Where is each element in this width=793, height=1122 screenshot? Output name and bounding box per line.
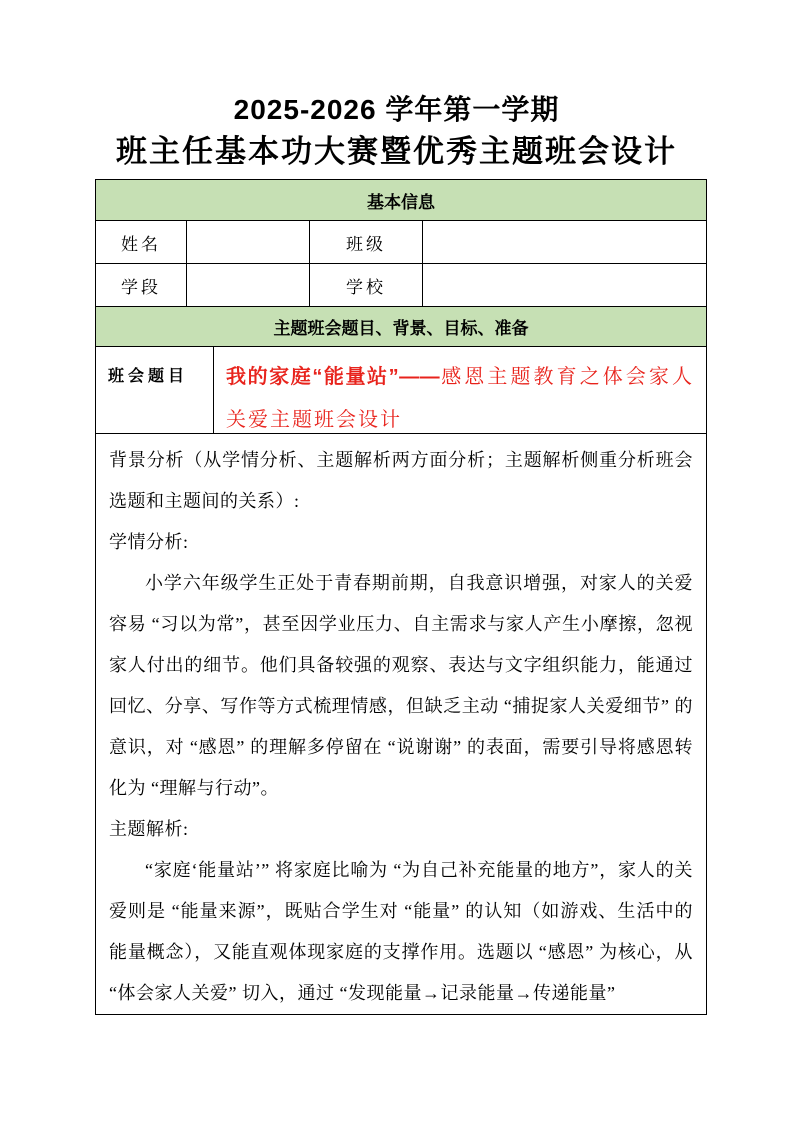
class-field[interactable]: [422, 221, 706, 263]
name-label: 姓名: [121, 234, 161, 254]
document-title-line2: 班主任基本功大赛暨优秀主题班会设计: [116, 134, 677, 169]
name-field[interactable]: [186, 221, 309, 263]
meeting-title-label: 班会题目: [108, 368, 189, 385]
xueqing-analysis-label: 学情分析:: [109, 532, 189, 552]
school-field[interactable]: [422, 264, 706, 306]
class-label: 班级: [309, 221, 422, 263]
meeting-title-row: [96, 346, 706, 433]
meeting-title-regular-part: 感恩主题教育之体会家人关爱主题班会设计: [226, 366, 695, 431]
table-row-stage-school: [96, 263, 706, 306]
meeting-title-bold-part: 我的家庭“能量站”——: [226, 366, 441, 388]
table-row-name-class: [96, 220, 706, 263]
document-title-line1: 2025-2026 学年第一学期: [233, 94, 560, 125]
background-analysis-cell: [96, 434, 706, 1014]
zhuti-analysis-label: 主题解析:: [109, 819, 189, 839]
stage-label: 学段: [121, 277, 161, 297]
form-table: [95, 179, 707, 1015]
background-analysis-row: [96, 433, 706, 1014]
meeting-title-value: [213, 347, 706, 433]
topic-section-header-row: [96, 306, 706, 346]
basic-info-header: 基本信息: [96, 180, 706, 220]
zhuti-analysis-text: “家庭‘能量站’” 将家庭比喻为 “为自己补充能量的地方”，家人的关爱则是 “能量来源”，既贴合学生对 “能量” 的认知（如游戏、生活中的能量概念），又能直观体现家庭的支撑作用。选题以 “感恩” 为核心，从 “体会家人关爱” 切入，通过 “发现能量→记录能量→传递能量”: [109, 860, 693, 1003]
topic-section-header: 主题班会题目、背景、目标、准备: [96, 307, 706, 346]
school-label: 学校: [309, 264, 422, 306]
basic-info-header-row: [96, 180, 706, 220]
analysis-intro: 背景分析（从学情分析、主题解析两方面分析；主题解析侧重分析班会选题和主题间的关系）:: [109, 450, 693, 511]
xueqing-analysis-text: 小学六年级学生正处于青春期前期，自我意识增强，对家人的关爱容易 “习以为常”，甚至因学业压力、自主需求与家人产生小摩擦，忽视家人付出的细节。他们具备较强的观察、表达与文字组织能力，能通过回忆、分享、写作等方式梳理情感，但缺乏主动 “捕捉家人关爱细节” 的意识，对 “感恩” 的理解多停留在 “说谢谢” 的表面，需要引导将感恩转化为 “理解与行动”。: [109, 573, 693, 798]
stage-field[interactable]: [186, 264, 309, 306]
